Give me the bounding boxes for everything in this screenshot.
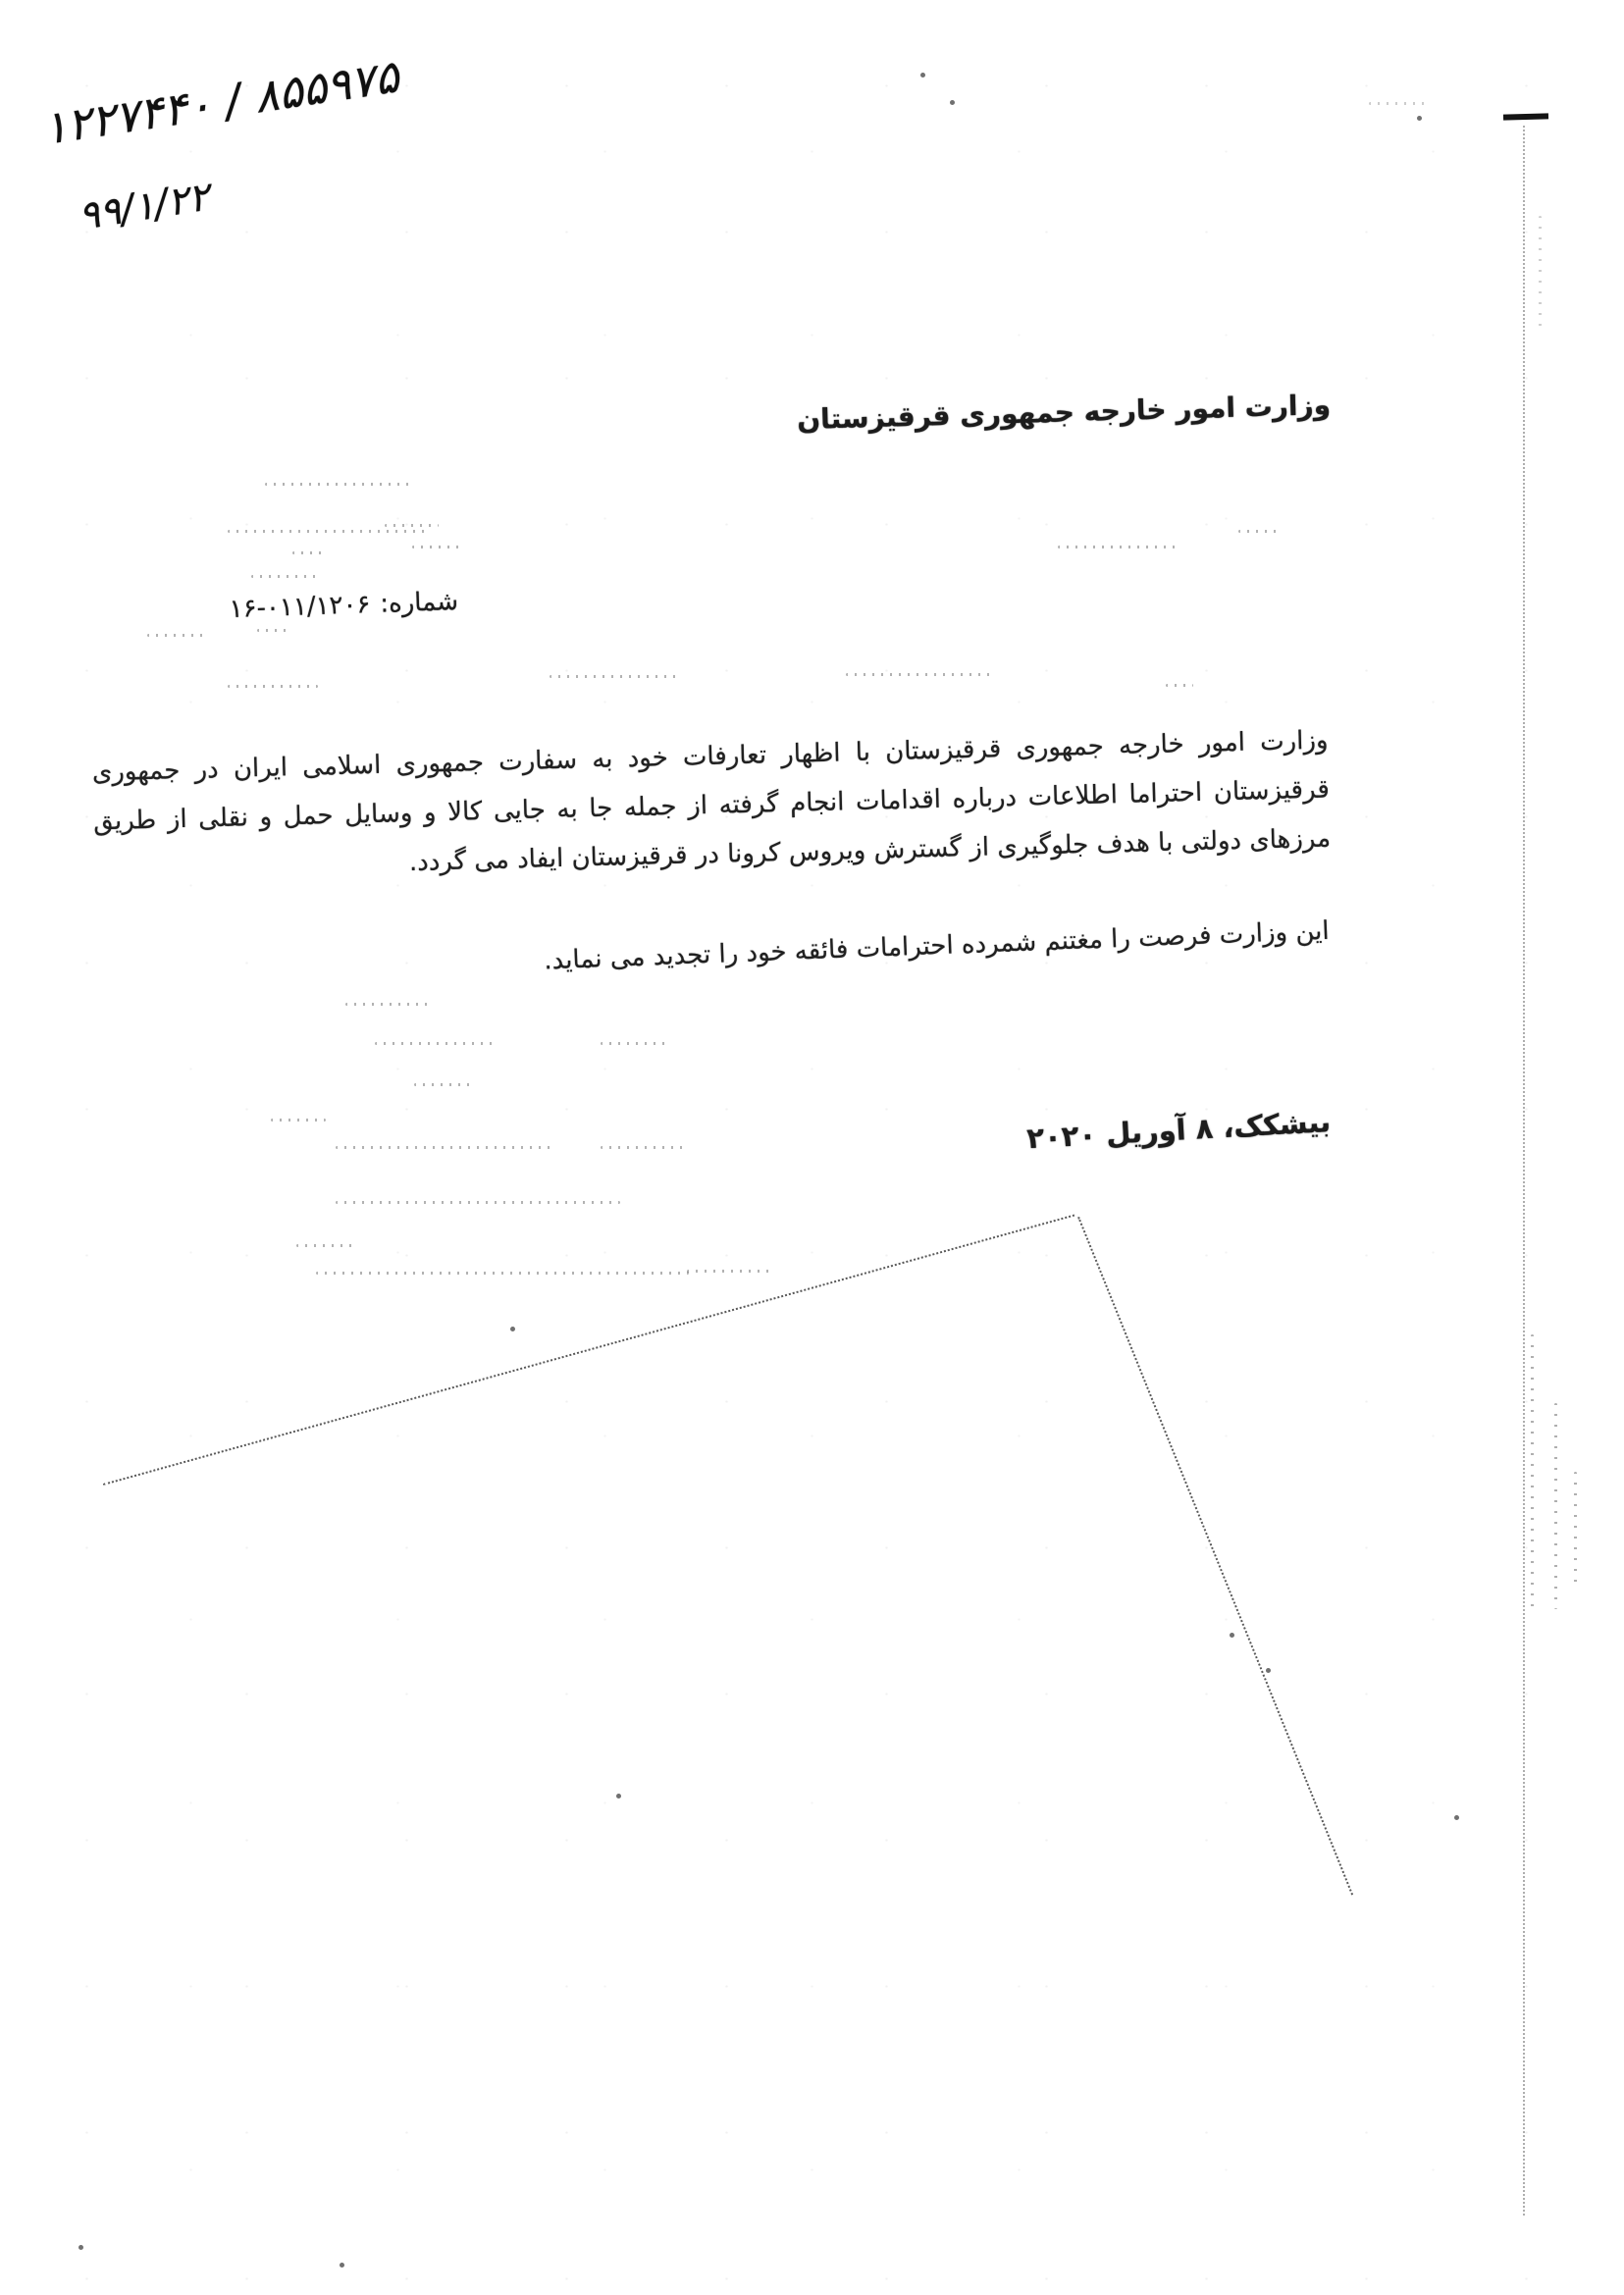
noise-speckle [1574,1472,1577,1590]
page-edge-line [1523,126,1525,2216]
noise-speckle [336,1146,551,1149]
noise-speckle [601,1042,669,1045]
body-paragraph-1: وزارت امور خارجه جمهوری قرقیزستان با اظهار تعارفات خود به سفارت جمهوری اسلامی ایران در جمهوری قرقیزستان احتراما اطلاعات درباره اقدامات انجام گرفته از جمله جا به جایی کالا و وسایل حمل و نقلی از طریق مرزهای دولتی با هدف جلوگیری از گسترش ویروس کرونا در قرقیزستان ایفاد می گردد. [91,725,1332,878]
reference-number: ۱۶-۰۱۱/۱۲۰۶ [229,590,371,625]
noise-speckle [336,1201,620,1204]
noise-speckle [228,530,429,533]
noise-speckle [687,1270,775,1273]
noise-speckle [1238,530,1278,533]
dateline: بیشکک، ۸ آوریل ۲۰۲۰ [1025,1105,1332,1156]
noise-speckle [412,546,459,548]
noise-speckle [550,675,677,678]
fold-crease-line-right [1077,1217,1353,1896]
noise-speck [1417,116,1422,121]
noise-speckle [385,524,439,527]
ministry-letterhead-title: وزارت امور خارجه جمهوری قرقیزستان [796,389,1332,437]
noise-speckle [1369,102,1428,105]
scan-crop-mark [1503,113,1548,120]
noise-speckle [257,629,287,632]
noise-speck [510,1327,515,1331]
noise-speckle [271,1119,326,1121]
handwritten-registry-date: ۹۹/۱/۲۲ [75,174,213,239]
noise-speck [920,73,925,78]
noise-speck [79,2245,83,2250]
noise-speck [340,2263,344,2268]
noise-speck [1266,1668,1271,1673]
noise-speck [1230,1633,1234,1638]
noise-speckle [147,634,204,637]
noise-speck [1454,1815,1459,1820]
fold-crease-line-left [103,1215,1074,1486]
noise-speckle [251,575,318,578]
noise-speckle [1531,1334,1534,1609]
reference-number-line [93,587,459,629]
noise-speckle [265,483,412,486]
noise-speckle [316,1272,689,1275]
body-paragraph-2: این وزارت فرصت را مغتنم شمرده احترامات فائقه خود را تجدید می نماید. [543,915,1331,976]
noise-speckle [345,1003,434,1006]
noise-speckle [1166,684,1193,687]
noise-speck [950,100,955,105]
noise-speckle [228,685,318,688]
noise-speckle [601,1146,689,1149]
noise-speckle [1539,216,1542,334]
reference-label: شماره: [379,587,459,619]
noise-speckle [296,1244,355,1247]
noise-speckle [846,673,993,676]
handwritten-registry-number: ۱۲۲۷۴۴۰ / ۸۵۵۹۷۵ [39,49,402,155]
noise-speckle [414,1083,473,1086]
noise-speckle [292,551,328,554]
noise-speck [616,1794,621,1799]
noise-speckle [1058,546,1176,548]
noise-speckle [1554,1403,1557,1609]
noise-speckle [375,1042,493,1045]
